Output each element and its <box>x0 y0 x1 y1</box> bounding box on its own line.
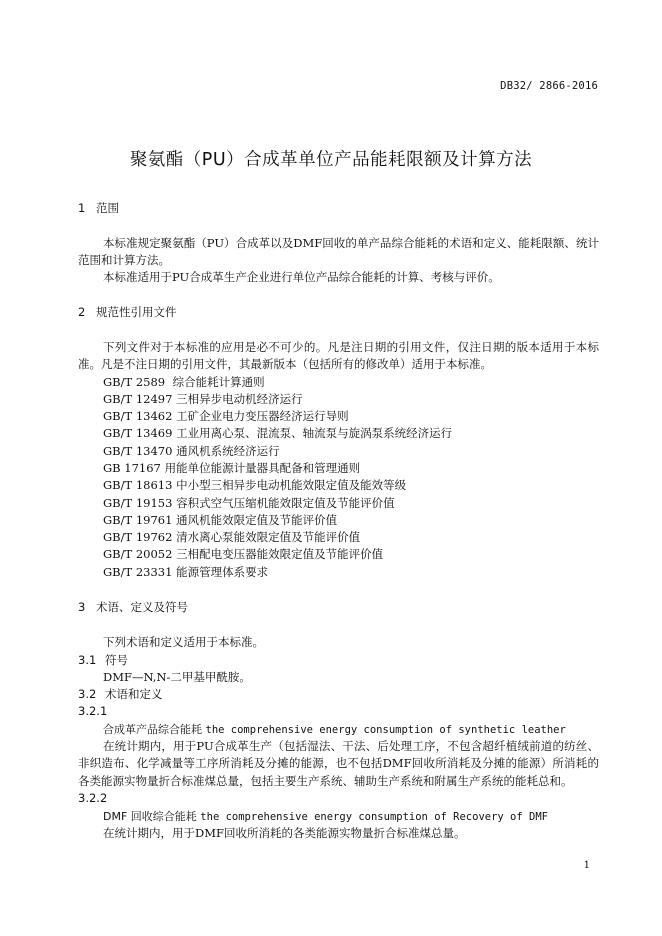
reference-item <box>103 391 303 408</box>
paragraph: 本标准适用于PU合成革生产企业进行单位产品综合能耗的计算、考核与评价。 <box>103 270 500 284</box>
reference-title: 综合能耗计算通则 <box>172 375 265 389</box>
reference-code: GB 17167 <box>103 461 161 475</box>
subsection-title: 术语和定义 <box>105 687 163 701</box>
section-number: 2 <box>78 305 86 319</box>
paragraph: DMF—N,N-二甲基甲酰胺。 <box>103 670 251 684</box>
reference-code: GB/T 12497 <box>103 392 173 406</box>
reference-item <box>103 425 452 442</box>
subsection-3-1-heading <box>78 652 128 668</box>
reference-title: 工矿企业电力变压器经济运行导则 <box>176 409 349 423</box>
page-number: 1 <box>583 860 590 871</box>
reference-item <box>103 408 349 425</box>
reference-item <box>103 495 395 512</box>
reference-code: GB/T 20052 <box>103 547 173 561</box>
reference-item <box>103 529 360 546</box>
subsection-3-2-heading <box>78 686 163 702</box>
term-chinese: DMF 回收综合能耗 <box>103 810 197 823</box>
term-english: the comprehensive energy consumption of Recovery of DMF <box>200 811 548 823</box>
subsection-3-2-1-number: 3.2.1 <box>78 704 108 718</box>
subsection-number: 3.2 <box>78 687 97 701</box>
paragraph: 下列术语和定义适用于本标准。 <box>103 635 264 649</box>
document-title: 聚氨酯（PU）合成革单位产品能耗限额及计算方法 <box>129 150 533 170</box>
term-entry <box>103 721 566 737</box>
reference-code: GB/T 23331 <box>103 565 173 579</box>
section-number: 1 <box>78 201 86 215</box>
reference-title: 清水离心泵能效限定值及节能评价值 <box>176 530 361 544</box>
reference-code: GB/T 19761 <box>103 513 173 527</box>
subsection-number: 3.1 <box>78 653 97 667</box>
standard-code: DB32/ 2866-2016 <box>500 80 598 92</box>
reference-code: GB/T 19762 <box>103 530 173 544</box>
term-chinese: 合成革产品综合能耗 <box>103 723 202 736</box>
reference-code: GB/T 13470 <box>103 444 173 458</box>
paragraph: 下列文件对于本标准的应用是必不可少的。凡是注日期的引用文件，仅注日期的版本适用于本标准。凡是不注日期的引用文件，其最新版本（包括所有的修改单）适用于本标准。 <box>78 340 599 372</box>
reference-title: 三相配电变压器能效限定值及节能评价值 <box>176 547 384 561</box>
section-3-heading <box>78 599 188 615</box>
reference-item <box>103 460 360 477</box>
section-title: 术语、定义及符号 <box>96 600 188 614</box>
reference-title: 三相异步电动机经济运行 <box>176 392 303 406</box>
reference-item <box>103 564 268 581</box>
reference-code: GB/T 13462 <box>103 409 173 423</box>
reference-item <box>103 512 337 529</box>
reference-title: 通风机能效限定值及节能评价值 <box>176 513 338 527</box>
subsection-3-2-2-number: 3.2.2 <box>78 791 108 805</box>
reference-code: GB/T 19153 <box>103 496 173 510</box>
section-1-heading <box>78 200 119 216</box>
section-number: 3 <box>78 600 86 614</box>
reference-code: GB/T 18613 <box>103 478 173 492</box>
reference-title: 通风机系统经济运行 <box>176 444 280 458</box>
reference-title: 用能单位能源计量器具配备和管理通则 <box>164 461 361 475</box>
paragraph: 本标准规定聚氨酯（PU）合成革以及DMF回收的单产品综合能耗的术语和定义、能耗限额、统计范围和计算方法。 <box>78 236 599 268</box>
reference-item <box>103 546 383 563</box>
section-title: 规范性引用文件 <box>96 305 177 319</box>
reference-title: 中小型三相异步电动机能效限定值及能效等级 <box>176 478 407 492</box>
subsection-title: 符号 <box>105 653 128 667</box>
definition: 在统计期内，用于PU合成革生产（包括湿法、干法、后处理工序，不包含超纤植绒前道的纺丝、非织造布、化学减量等工序所消耗及分摊的能源，也不包括DMF回收所消耗及分摊的能源）所消耗的各类能源实物量折合标准煤总量，包括主要生产系统、辅助生产系统和附属生产系统的能耗总和。 <box>78 739 599 788</box>
reference-item <box>103 374 265 391</box>
reference-title: 工业用离心泵、混流泵、轴流泵与旋涡泵系统经济运行 <box>176 426 453 440</box>
term-english: the comprehensive energy consumption of synthetic leather <box>205 724 566 736</box>
section-title: 范围 <box>96 201 119 215</box>
section-2-heading <box>78 304 177 320</box>
reference-title: 能源管理体系要求 <box>176 565 269 579</box>
term-entry <box>103 808 548 824</box>
reference-code: GB/T 13469 <box>103 426 173 440</box>
reference-title: 容积式空气压缩机能效限定值及节能评价值 <box>176 496 395 510</box>
definition: 在统计期内，用于DMF回收所消耗的各类能源实物量折合标准煤总量。 <box>103 826 466 840</box>
reference-code: GB/T 2589 <box>103 375 166 389</box>
reference-item <box>103 443 280 460</box>
reference-item <box>103 477 406 494</box>
